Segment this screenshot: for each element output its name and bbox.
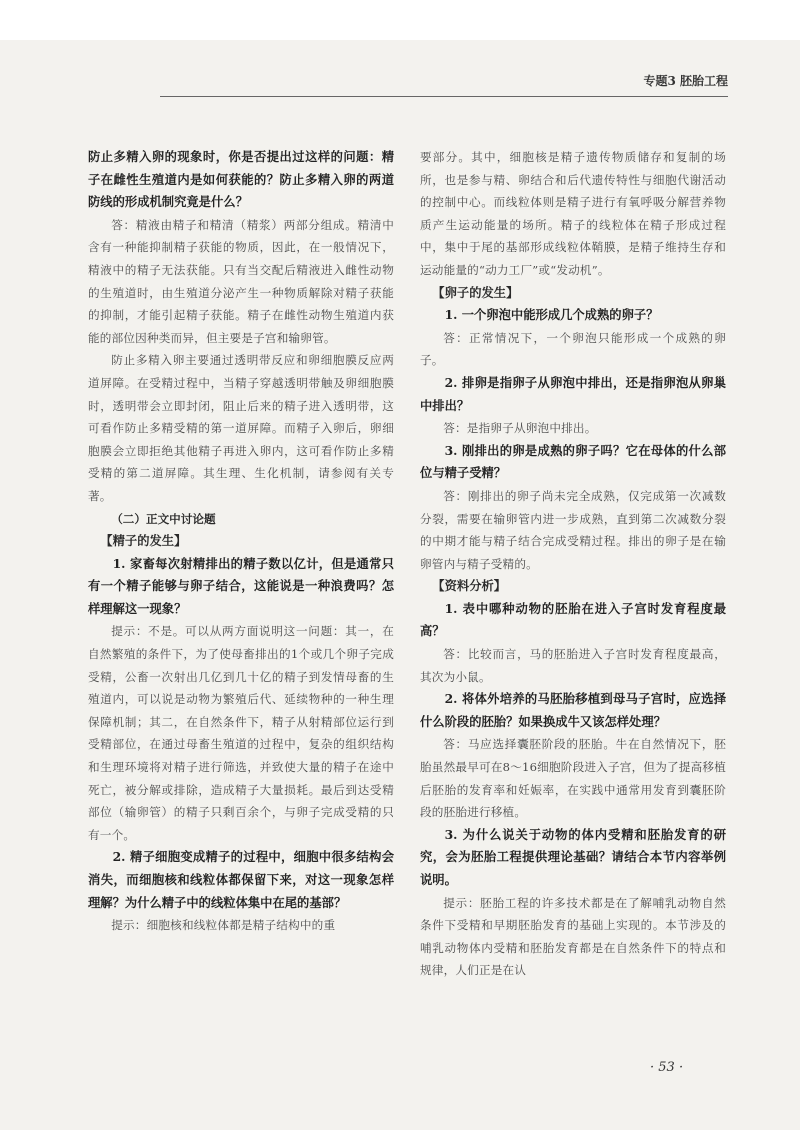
- question: 2. 将体外培养的马胚胎移植到母马子宫时，应选择什么阶段的胚胎？如果换成牛又该怎样处理？: [420, 691, 726, 729]
- header-rule: [160, 96, 728, 97]
- section-heading: 【卵子的发生】: [432, 284, 519, 300]
- answer-paragraph: 答：精液由精子和精清（精浆）两部分组成。精清中含有一种能抑制精子获能的物质，因此，在一般情况下，精液中的精子无法获能。只有当交配后精液进入雌性动物的生殖道时，由生殖道分泌产生一种物质解除对精子获能的抑制，才能引起精子获能。精子在雌性动物生殖道内获能的部位因种类而异，但主要是子宫和输卵管。: [88, 217, 394, 345]
- answer-paragraph: 答：马应选择囊胚阶段的胚胎。牛在自然情况下，胚胎虽然最早可在8～16细胞阶段进入子宫，但为了提高移植后胚胎的发育率和妊娠率，在实践中通常用发育到囊胚阶段的胚胎进行移植。: [420, 737, 726, 820]
- question: 2. 排卵是指卵子从卵泡中排出，还是指卵泡从卵巢中排出？: [420, 374, 726, 413]
- question: 2. 精子细胞变成精子的过程中，细胞中很多结构会消失，而细胞核和线粒体都保留下来，对这一现象怎样理解？为什么精子中的线粒体集中在尾的基部？: [88, 849, 394, 910]
- answer-paragraph: 提示：细胞核和线粒体都是精子结构中的重: [111, 918, 336, 933]
- answer-paragraph: 答：正常情况下，一个卵泡只能形成一个成熟的卵子。: [420, 330, 726, 368]
- question: 1. 家畜每次射精排出的精子数以亿计，但是通常只有一个精子能够与卵子结合，这能说是一种浪费吗？怎样理解这一现象？: [88, 555, 394, 616]
- question: 3. 刚排出的卵是成熟的卵子吗？它在母体的什么部位与精子受精？: [420, 442, 726, 481]
- answer-paragraph: 提示：不是。可以从两方面说明这一问题：其一，在自然繁殖的条件下，为了使母畜排出的1个或几个卵子完成受精，公畜一次射出几亿到几十亿的精子到发情母畜的生殖道内，可以说是动物为繁殖后代、延续物种的一种生理保障机制；其二，在自然条件下，精子从射精部位运行到受精部位，在通过母畜生殖道的过程中，复杂的组织结构和生理环境将对精子进行筛选，并致使大量的精子在途中死亡，被分解或排除，造成精子大量损耗。最后到达受精部位（输卵管）的精子只剩百余个，与卵子完成受精的只有一个。: [88, 624, 394, 842]
- answer-paragraph: 提示：胚胎工程的许多技术都是在了解哺乳动物自然条件下受精和早期胚胎发育的基础上实现的。本节涉及的哺乳动物体内受精和胚胎发育都是在自然条件下的特点和规律，人们正是在认: [420, 895, 726, 978]
- right-column: [420, 146, 726, 982]
- question-continued: 防止多精入卵的现象时，你是否提出过这样的问题：精子在雌性生殖道内是如何获能的？防止多精入卵的两道防线的形成机制究竟是什么？: [88, 149, 394, 210]
- question: 1. 一个卵泡中能形成几个成熟的卵子？: [444, 307, 659, 323]
- question: 1. 表中哪种动物的胚胎在进入子宫时发育程度最高？: [420, 600, 726, 639]
- section-heading: 【资料分析】: [432, 578, 507, 594]
- left-column: [88, 146, 394, 937]
- chapter-title: 专题3 胚胎工程: [643, 74, 728, 88]
- answer-paragraph: 答：比较而言，马的胚胎进入子宫时发育程度最高，其次为小鼠。: [420, 647, 726, 684]
- answer-paragraph: 答：刚排出的卵子尚未完全成熟，仅完成第一次减数分裂，需要在输卵管内进一步成熟，直到第二次减数分裂的中期才能与精子结合完成受精过程。排出的卵子是在输卵管内与精子受精的。: [420, 488, 726, 571]
- answer-paragraph: 防止多精入卵主要通过透明带反应和卵细胞膜反应两道屏障。在受精过程中，当精子穿越透明带触及卵细胞膜时，透明带会立即封闭，阻止后来的精子进入透明带，这可看作防止多精受精的第一道屏障。而精子入卵后，卵细胞膜会立即拒绝其他精子再进入卵内，这可看作防止多精受精的第二道屏障。其生理、生化机制，请参阅有关专著。: [88, 353, 394, 503]
- question: 3. 为什么说关于动物的体内受精和胚胎发育的研究，会为胚胎工程提供理论基础？请结合本节内容举例说明。: [420, 826, 726, 887]
- answer-paragraph: 答：是指卵子从卵泡中排出。: [443, 421, 597, 436]
- subsection-heading: （二）正文中讨论题: [111, 511, 216, 526]
- page-number: · 53 ·: [650, 1060, 684, 1075]
- section-heading: 【精子的发生】: [100, 533, 187, 549]
- answer-continued: 要部分。其中，细胞核是精子遗传物质储存和复制的场所，也是参与精、卵结合和后代遗传特性与细胞代谢活动的控制中心。而线粒体则是精子进行有氧呼吸分解营养物质产生运动能量的场所。精子的线粒体在精子形成过程中，集中于尾的基部形成线粒体鞘膜，是精子维持生存和运动能量的“动力工厂”或“发动机”。: [420, 150, 726, 277]
